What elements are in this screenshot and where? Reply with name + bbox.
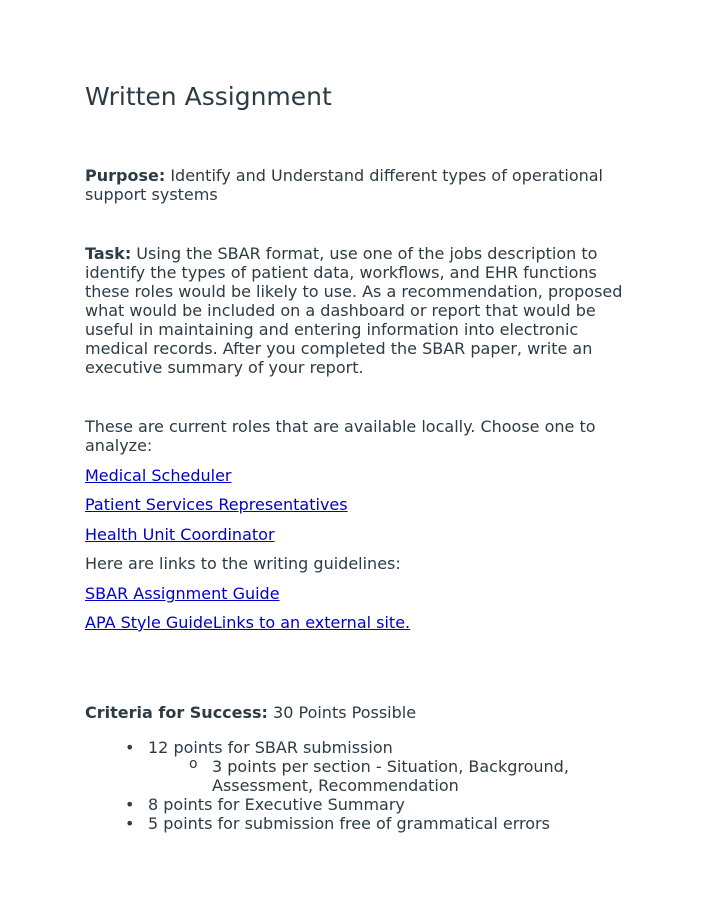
- bullet-icon: •: [125, 814, 135, 833]
- page-title: Written Assignment: [85, 82, 332, 111]
- bullet-icon: •: [125, 795, 135, 814]
- purpose-text: Identify and Understand different types of operational support systems: [85, 166, 603, 204]
- criteria-text: 30 Points Possible: [267, 703, 417, 722]
- link-patient-services-representatives[interactable]: Patient Services Representatives: [85, 495, 348, 514]
- criteria-list: [85, 738, 630, 833]
- list-item: [85, 795, 630, 814]
- link-apa-style-guide[interactable]: APA Style GuideLinks to an external site.: [85, 613, 411, 632]
- purpose-label: Purpose:: [85, 166, 166, 185]
- list-item: [85, 738, 630, 757]
- list-item: [85, 814, 630, 833]
- criteria-paragraph: [85, 703, 630, 722]
- task-text: Using the SBAR format, use one of the jobs description to identify the types of patient data, workflows, and EHR functions these roles would be likely to use. As a recommendation, proposed what would be included on a dashboard or report that would be useful in maintaining and entering information into electronic medical records. After you completed the SBAR paper, write an executive summary of your report.: [85, 244, 623, 377]
- criteria-label: Criteria for Success:: [85, 703, 268, 722]
- purpose-paragraph: [85, 166, 630, 204]
- roles-intro: These are current roles that are available locally. Choose one to analyze:: [85, 417, 596, 455]
- link-health-unit-coordinator[interactable]: Health Unit Coordinator: [85, 525, 275, 544]
- link-medical-scheduler[interactable]: Medical Scheduler: [85, 466, 232, 485]
- task-paragraph: [85, 244, 630, 377]
- sub-bullet-icon: o: [189, 756, 198, 772]
- list-item-text: 5 points for submission free of grammatical errors: [148, 814, 550, 833]
- link-sbar-assignment-guide[interactable]: SBAR Assignment Guide: [85, 584, 280, 603]
- list-item-text: 8 points for Executive Summary: [148, 795, 405, 814]
- list-item: [85, 757, 607, 795]
- bullet-icon: •: [125, 738, 135, 757]
- task-label: Task:: [85, 244, 132, 263]
- list-item-text: 3 points per section - Situation, Background, Assessment, Recommendation: [212, 757, 569, 795]
- guidelines-intro: Here are links to the writing guidelines:: [85, 554, 401, 573]
- list-item-text: 12 points for SBAR submission: [148, 738, 393, 757]
